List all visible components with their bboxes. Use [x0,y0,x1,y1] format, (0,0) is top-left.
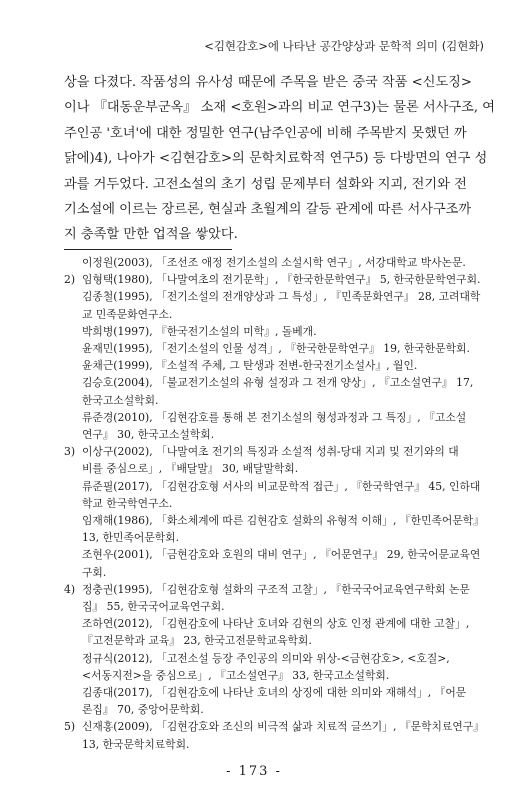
footnote-text: 박희병(1997), 『한국전기소설의 미학』, 돌베개. [82,324,317,338]
footnote-text: 윤채근(1999), 『소설적 주체, 그 탄생과 전변-한국전기소설사』, 월인. [82,359,418,373]
footnote-line [64,718,485,735]
footnote-line [64,684,467,701]
body-line: 기소설에 이르는 장르론, 현실과 초월계의 갈등 관계에 따른 서사구조까 [64,202,472,218]
footnote-text: 이정원(2003), 「조선조 애정 전기소설의 소설시학 연구」, 서강대학교 박사논문. [82,256,466,269]
footnote-line [64,701,456,718]
footnote-text: 류준필(2017), 「김현감호형 서사의 비교문학적 접근」, 『한국학연구』 45, 인하대 [82,479,481,493]
footnote-line [64,288,481,305]
footnote-line [64,598,456,615]
footnote-number: 5) [64,720,76,734]
footnote-number: 4) [64,582,76,596]
footnote-divider [64,249,232,250]
footnotes [64,254,485,753]
body-line: 이나 『대동운부군옥』 소재 <호원>과의 비교 연구3)는 물론 서사구조, 여 [64,100,495,116]
footnote-text: 신재홍(2009), 「김현감호와 조신의 비극적 삶과 치료적 글쓰기」, 『문학치료연구』 [82,720,485,734]
footnote-text: 정규식(2012), 「고전소설 등장 주인공의 의미와 위상-<금현감호>, <호질>, [82,651,450,665]
footnote-line [64,306,456,323]
footnote-text: 임재해(1986), 「화소체계에 따른 김현감호 설화의 유형적 이해」, 『한민족어문학』 [82,514,485,528]
footnote-text: 13, 한국문학치료학회. [82,737,190,751]
footnote-text: 비를 중심으로」, 『배달말』 30, 배달말학회. [82,462,299,476]
footnote-number: 2) [64,273,76,287]
footnote-line [64,323,456,340]
footnote-text: 교 민족문화연구소. [82,307,173,321]
footnote-line [64,632,456,649]
footnote-text: 윤재민(1995), 「전기소설의 인물 성격」, 『한국한문학연구』 19, 한국한문학회. [82,342,470,356]
footnote-line [64,650,456,667]
footnote-text: 김종대(2017), 「김현감호에 나타난 호녀의 상징에 대한 의미와 재해석」, 『어문 [82,686,467,700]
footnote-text: 정충권(1995), 「김현감호형 설화의 구조적 고찰」, 『한국국어교육연구학회 논문 [82,582,470,596]
footnote-text: 구회. [82,565,107,579]
footnote-line [64,392,456,409]
body-paragraph [64,70,495,248]
footnote-line [64,495,456,512]
footnote-line [64,460,456,477]
footnote-line [64,374,474,391]
running-header: <김현감호>에 나타난 공간양상과 문학적 의미 (김현화) [204,39,484,53]
footnote-text: 13, 한민족어문학회. [82,531,180,545]
footnote-line [64,615,470,632]
footnote-text: 조하연(2012), 「김현감호에 나타난 호녀와 김현의 상호 인정 관계에 대한 고찰」, [82,617,470,631]
footnote-line [64,478,481,495]
footnote-text: 집』 55, 한국국어교육연구회. [82,600,225,614]
footnote-text: 류준경(2010), 「김현감호를 통해 본 전기소설의 형성과정과 그 특징」, 『고소설 [82,410,467,424]
footnote-text: 론집』 70, 중앙어문학회. [82,703,204,717]
footnote-line [64,254,466,271]
footnote-text: 한국고소설학회. [82,393,159,407]
footnote-text: <서동지전>을 중심으로」, 『고소설연구』 33, 한국고소설학회. [82,668,390,682]
footnote-line [64,409,467,426]
footnote-text: 『고전문학과 교육』 23, 한국고전문학교육학회. [82,634,312,648]
footnote-text: 학교 한국학연구소. [82,496,173,510]
footnote-text: 조현우(2001), 「금현감호와 호원의 대비 연구」, 『어문연구』 29, 한국어문교육연 [82,548,481,562]
footnote-text: 이상구(2002), 「나말여초 전기의 특징과 소설적 성취-당대 지괴 및 전기와의 대 [82,445,459,459]
footnote-line [64,581,470,598]
footnote-text: 연구』 30, 한국고소설학회. [82,428,215,442]
footnote-text: 김승호(2004), 「불교전기소설의 유형 설정과 그 전개 양상」, 『고소설연구』 17, [82,376,474,390]
body-line: 주인공 '호녀'에 대한 정밀한 연구(남주인공에 비해 주목받지 못했던 까 [64,125,467,141]
footnote-text: 임형택(1980), 「나말여초의 전기문학」, 『한국한문학연구』 5, 한국한문학연구회. [82,273,481,287]
body-line: 과를 거두었다. 고전소설의 초기 성립 문제부터 설화와 지괴, 전기와 전 [64,176,467,192]
body-line: 상을 다졌다. 작품성의 유사성 때문에 주목을 받은 중국 작품 <신도징> [64,75,472,90]
body-line: 닭에)4), 나아가 <김현감호>의 문학치료학적 연구5) 등 다방면의 연구 성 [64,151,488,167]
body-line: 지 충족할 만한 업적을 쌓았다. [64,227,238,243]
footnote-text: 김종철(1995), 「전기소설의 전개양상과 그 특성」, 『민족문화연구』 28, 고려대학 [82,290,481,304]
footnote-line [64,357,456,374]
footnote-line [64,736,456,753]
footnote-line [64,443,459,460]
footnote-number: 3) [64,445,76,459]
footnote-line [64,546,481,563]
footnote-line [64,529,456,546]
footnote-line [64,426,456,443]
footnote-line [64,512,485,529]
footnote-line [64,564,456,581]
footnote-line [64,271,481,288]
footnote-line [64,667,456,684]
footnote-line [64,340,470,357]
page-number: - 173 - [226,764,282,779]
